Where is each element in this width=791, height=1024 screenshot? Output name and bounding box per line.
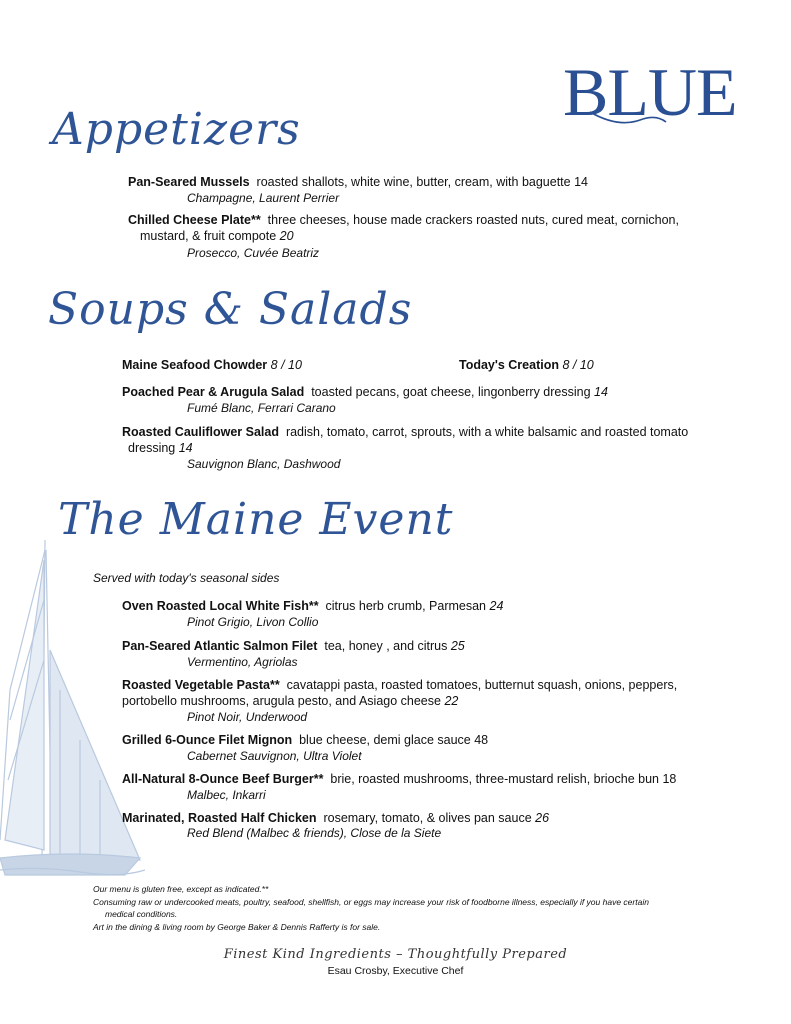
section-title-appetizers: Appetizers	[52, 104, 301, 155]
item-name: Today's Creation	[459, 358, 559, 372]
art-note: Art in the dining & living room by George Baker & Dennis Rafferty is for sale.	[93, 922, 381, 932]
logo: BLUE	[563, 54, 737, 130]
menu-item	[122, 732, 488, 748]
tagline: Finest Kind Ingredients – Thoughtfully Prepared	[223, 947, 568, 962]
item-price: 22	[444, 694, 459, 708]
foodborne-warning-continued: medical conditions.	[105, 909, 178, 919]
item-description: tea, honey , and citrus	[324, 639, 448, 653]
item-description: rosemary, tomato, & olives pan sauce	[323, 811, 532, 825]
menu-item	[122, 810, 549, 826]
menu-item	[128, 212, 679, 228]
item-name: Chilled Cheese Plate**	[128, 213, 261, 227]
item-description: toasted pecans, goat cheese, lingonberry dressing	[311, 385, 591, 399]
wine-pairing: Pinot Grigio, Livon Collio	[187, 615, 319, 629]
menu-item	[122, 384, 608, 400]
menu-item-continued	[122, 693, 458, 709]
item-name: Pan-Seared Atlantic Salmon Filet	[122, 639, 318, 653]
menu-item	[122, 357, 302, 373]
menu-item-continued	[128, 440, 193, 456]
wine-pairing: Pinot Noir, Underwood	[187, 710, 308, 724]
item-description: mustard, & fruit compote	[140, 229, 277, 243]
item-price: 24	[489, 599, 504, 613]
gluten-note: Our menu is gluten free, except as indicated.**	[93, 884, 269, 894]
menu-item-continued	[140, 228, 294, 244]
item-price: 20	[279, 229, 294, 243]
wine-pairing: Malbec, Inkarri	[187, 788, 266, 802]
item-name: Roasted Vegetable Pasta**	[122, 678, 280, 692]
wine-pairing: Cabernet Sauvignon, Ultra Violet	[187, 749, 362, 763]
foodborne-warning: Consuming raw or undercooked meats, poultry, seafood, shellfish, or eggs may increase your risk of foodborne illness, especially if you have certain	[93, 897, 649, 907]
menu-item	[122, 771, 676, 787]
item-name: Poached Pear & Arugula Salad	[122, 385, 305, 399]
menu-item	[122, 598, 503, 614]
item-price: 8 / 10	[270, 358, 302, 372]
item-name: Pan-Seared Mussels	[128, 175, 250, 189]
item-description: roasted shallots, white wine, butter, cream, with baguette 14	[256, 175, 588, 189]
wine-pairing: Sauvignon Blanc, Dashwood	[187, 457, 341, 471]
menu-item	[122, 424, 688, 440]
section-title-main: The Maine Event	[58, 494, 454, 545]
section-intro: Served with today's seasonal sides	[93, 571, 280, 585]
wine-pairing: Fumé Blanc, Ferrari Carano	[187, 401, 336, 415]
item-name: All-Natural 8-Ounce Beef Burger**	[122, 772, 324, 786]
item-description: blue cheese, demi glace sauce 48	[299, 733, 489, 747]
item-description: citrus herb crumb, Parmesan	[325, 599, 487, 613]
wine-pairing: Prosecco, Cuvée Beatriz	[187, 246, 320, 260]
menu-item	[122, 677, 677, 693]
item-description: brie, roasted mushrooms, three-mustard relish, brioche bun 18	[330, 772, 677, 786]
logo-swash	[588, 110, 668, 128]
item-price: 8 / 10	[562, 358, 594, 372]
executive-chef: Esau Crosby, Executive Chef	[327, 965, 464, 977]
item-description: dressing	[128, 441, 176, 455]
item-name: Roasted Cauliflower Salad	[122, 425, 279, 439]
menu-item	[128, 174, 588, 190]
item-name: Grilled 6-Ounce Filet Mignon	[122, 733, 293, 747]
menu-item	[122, 638, 465, 654]
item-description: radish, tomato, carrot, sprouts, with a white balsamic and roasted tomato	[285, 425, 689, 439]
item-name: Marinated, Roasted Half Chicken	[122, 811, 317, 825]
item-name: Oven Roasted Local White Fish**	[122, 599, 319, 613]
item-price: 26	[535, 811, 550, 825]
section-title-soups-salads: Soups & Salads	[48, 284, 413, 335]
item-price: 14	[594, 385, 608, 399]
wine-pairing: Vermentino, Agriolas	[187, 655, 298, 669]
item-price: 25	[450, 639, 465, 653]
item-description: cavatappi pasta, roasted tomatoes, butternut squash, onions, peppers,	[286, 678, 678, 692]
menu-item	[459, 357, 594, 373]
wine-pairing: Champagne, Laurent Perrier	[187, 191, 340, 205]
item-name: Maine Seafood Chowder	[122, 358, 268, 372]
item-price: 14	[178, 441, 193, 455]
wine-pairing: Red Blend (Malbec & friends), Close de la Siete	[187, 826, 442, 840]
sailboat-illustration	[0, 540, 145, 885]
item-description: three cheeses, house made crackers roasted nuts, cured meat, cornichon,	[267, 213, 679, 227]
item-description: portobello mushrooms, arugula pesto, and Asiago cheese	[122, 694, 441, 708]
